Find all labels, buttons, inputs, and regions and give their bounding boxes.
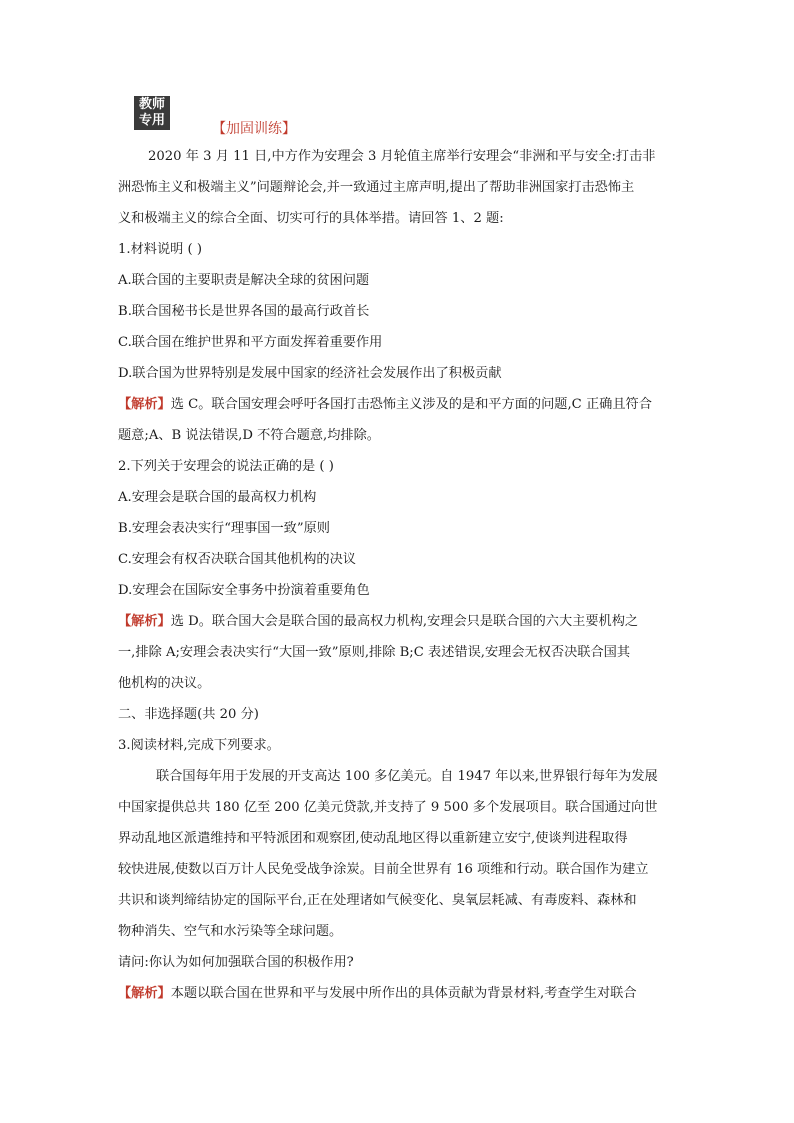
intro-line-3: 义和极端主义的综合全面、切实可行的具体举措。请回答 1、2 题:	[118, 211, 504, 226]
q1-analysis-text: 选 C。联合国安理会呼吁各国打击恐怖主义涉及的是和平方面的问题,C 正确且符合	[170, 397, 652, 412]
analysis-tag: 【解析】	[118, 614, 171, 629]
material-line-1: 联合国每年用于发展的开支高达 100 多亿美元。自 1947 年以来,世界银行每年为发展	[156, 769, 658, 784]
q1-option-d: D.联合国为世界特别是发展中国家的经济社会发展作出了积极贡献	[118, 366, 502, 381]
intro-line-1: 2020 年 3 月 11 日,中方作为安理会 3 月轮值主席举行安理会“非洲和平与安全:打击非	[148, 149, 656, 164]
badge-line1: 教师	[138, 97, 165, 112]
q2-analysis-line-3: 他机构的决议。	[118, 676, 211, 691]
document-body	[118, 141, 678, 1009]
q2-analysis-line-1	[118, 606, 678, 637]
q3-analysis-text: 本题以联合国在世界和平与发展中所作出的具体贡献为背景材料,考查学生对联合	[170, 986, 637, 1001]
q2-analysis-line-2: 一,排除 A;安理会表决实行“大国一致”原则,排除 B;C 表述错误,安理会无权否决联合国其	[118, 645, 631, 660]
q1-option-c: C.联合国在维护世界和平方面发挥着重要作用	[118, 335, 383, 350]
q2-option-d: D.安理会在国际安全事务中扮演着重要角色	[118, 583, 370, 598]
q1-analysis-line-2: 题意;A、B 说法错误,D 不符合题意,均排除。	[118, 428, 380, 443]
material-line-3: 界动乱地区派遣维持和平特派团和观察团,使动乱地区得以重新建立安宁,使谈判进程取得	[118, 831, 628, 846]
q3-question: 请问:你认为如何加强联合国的积极作用?	[118, 955, 354, 970]
q3-analysis-line-1	[118, 978, 678, 1009]
q1-stem: 1.材料说明 ( )	[118, 242, 203, 257]
analysis-tag: 【解析】	[118, 986, 171, 1001]
material-line-4: 较快进展,使数以百万计人民免受战争涂炭。目前全世界有 16 项维和行动。联合国作为建立	[118, 862, 649, 877]
q3-stem: 3.阅读材料,完成下列要求。	[118, 738, 280, 753]
q1-option-b: B.联合国秘书长是世界各国的最高行政首长	[118, 304, 370, 319]
section-tag: 【加固训练】	[212, 121, 296, 137]
q2-option-c: C.安理会有权否决联合国其他机构的决议	[118, 552, 356, 567]
q2-analysis-text: 选 D。联合国大会是联合国的最高权力机构,安理会只是联合国的六大主要机构之	[170, 614, 639, 629]
q1-analysis-line-1	[118, 389, 678, 420]
badge-line2: 专用	[138, 113, 165, 128]
intro-line-2: 洲恐怖主义和极端主义”问题辩论会,并一致通过主席声明,提出了帮助非洲国家打击恐怖主	[118, 180, 635, 195]
q1-option-a: A.联合国的主要职责是解决全球的贫困问题	[118, 273, 370, 288]
analysis-tag: 【解析】	[118, 397, 171, 412]
part2-title: 二、非选择题(共 20 分)	[118, 707, 259, 722]
q2-stem: 2.下列关于安理会的说法正确的是 ( )	[118, 459, 334, 474]
material-line-2: 中国家提供总共 180 亿至 200 亿美元贷款,并支持了 9 500 多个发展项目。联合国通过向世	[118, 800, 658, 815]
q2-option-a: A.安理会是联合国的最高权力机构	[118, 490, 317, 505]
material-line-5: 共识和谈判缔结协定的国际平台,正在处理诸如气候变化、臭氧层耗减、有毒废料、森林和	[118, 893, 637, 908]
q2-option-b: B.安理会表决实行“理事国一致”原则	[118, 521, 330, 536]
material-line-6: 物种消失、空气和水污染等全球问题。	[118, 924, 343, 939]
teacher-only-badge	[134, 96, 170, 130]
